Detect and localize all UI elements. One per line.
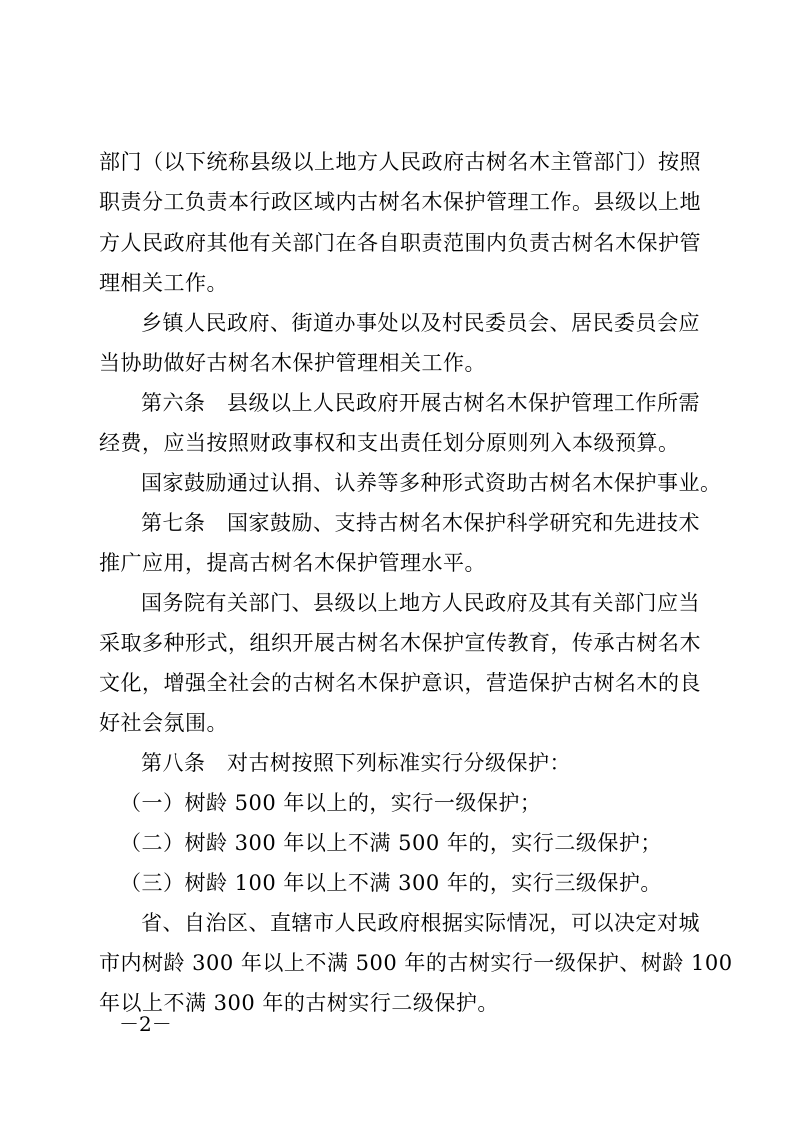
paragraph-line: 理相关工作。 xyxy=(99,271,228,295)
list-item: （一）树龄 500 年以上的，实行一级保护； xyxy=(120,791,542,815)
page-number: －2－ xyxy=(119,1012,172,1036)
list-item: （三）树龄 100 年以上不满 300 年的，实行三级保护。 xyxy=(120,871,662,895)
paragraph-line: 职责分工负责本行政区域内古树名木保护管理工作。县级以上地 xyxy=(99,190,701,214)
paragraph-line: 乡镇人民政府、街道办事处以及村民委员会、居民委员会应 xyxy=(141,311,700,335)
paragraph-line: 国务院有关部门、县级以上地方人民政府及其有关部门应当 xyxy=(141,591,700,615)
paragraph-line: 省、自治区、直辖市人民政府根据实际情况，可以决定对城 xyxy=(141,911,700,935)
paragraph-line: 方人民政府其他有关部门在各自职责范围内负责古树名木保护管 xyxy=(99,231,701,255)
article-seven-line: 第七条 国家鼓励、支持古树名木保护科学研究和先进技术 xyxy=(141,511,700,535)
paragraph-line: 年以上不满 300 年的古树实行二级保护。 xyxy=(99,991,499,1015)
paragraph-line: 国家鼓励通过认捐、认养等多种形式资助古树名木保护事业。 xyxy=(141,471,722,495)
paragraph-line: 推广应用，提高古树名木保护管理水平。 xyxy=(99,551,486,575)
paragraph-line: 好社会氛围。 xyxy=(99,711,228,735)
list-item: （二）树龄 300 年以上不满 500 年的，实行二级保护； xyxy=(120,831,662,855)
paragraph-line: 经费，应当按照财政事权和支出责任划分原则列入本级预算。 xyxy=(99,431,680,455)
paragraph-line: 当协助做好古树名木保护管理相关工作。 xyxy=(99,351,486,375)
paragraph-line: 市内树龄 300 年以上不满 500 年的古树实行一级保护、树龄 100 xyxy=(99,951,733,975)
article-six-line: 第六条 县级以上人民政府开展古树名木保护管理工作所需 xyxy=(141,391,700,415)
article-eight-line: 第八条 对古树按照下列标准实行分级保护： xyxy=(141,751,571,775)
paragraph-line: 文化，增强全社会的古树名木保护意识，营造保护古树名木的良 xyxy=(99,671,701,695)
paragraph-line: 采取多种形式，组织开展古树名木保护宣传教育，传承古树名木 xyxy=(99,631,701,655)
paragraph-line: 部门（以下统称县级以上地方人民政府古树名木主管部门）按照 xyxy=(99,150,701,174)
